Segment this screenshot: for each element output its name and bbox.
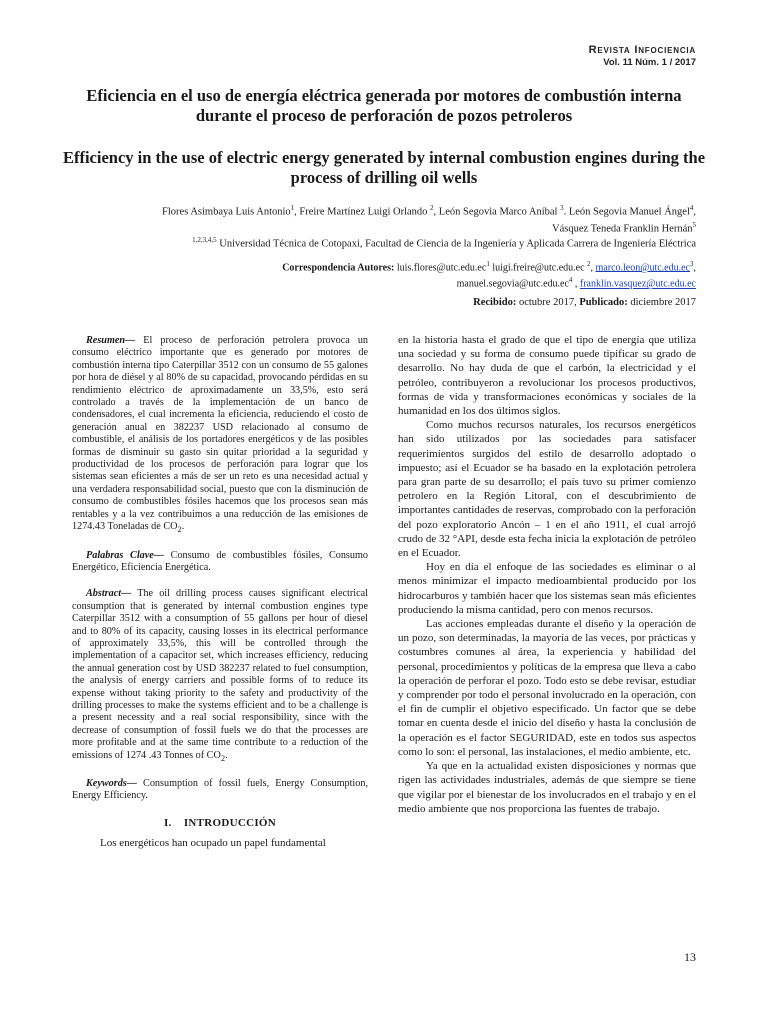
keywords-es-label: Palabras Clave— <box>86 549 164 561</box>
section-number: I. <box>163 816 172 829</box>
author-2: , Freire Martínez Luigi Orlando <box>294 206 431 218</box>
author-1: Flores Asimbaya Luis Antonio <box>162 206 291 218</box>
title-english: Efficiency in the use of electric energy generated by internal combustion engines during the process of drilling oil wells <box>62 148 706 187</box>
abstract-en-sub: 2 <box>220 752 226 763</box>
affiliation <box>72 234 696 251</box>
received-label: Recibido: <box>473 297 517 308</box>
abstract-en-label: Abstract— <box>86 588 132 600</box>
correspondence: Correspondencia Autores: $luis.flores@utc.edu.ec^1$ luigi.freire@utc.edu.ec $^2$, $marco.leon@utc.edu.ec^3$, $manuel.segovia@utc.edu.ec^4$ , franklin.vasquez@utc.edu.ec <box>282 260 696 290</box>
authors <box>72 202 696 235</box>
intro-paragraph-1: en la historia hasta el grado de que el tipo de energía que utiliza una sociedad y su forma de consumo puede tipificar su grado de desarrollo. No hay duda de que el carbón, la electricidad y el petróleo, contribuyeron a revolucionar los procesos productivos, formas de vida y transformaciones económicas y sociales de la humanidad en los dos últimos siglos. <box>398 334 696 418</box>
page-number: 13 <box>684 950 696 964</box>
title-spanish: Eficiencia en el uso de energía eléctrica generada por motores de combustión interna durante el proceso de perforación de pozos petroleros <box>86 86 682 125</box>
abstract-es <box>72 335 368 536</box>
email-3-sup: 3 <box>690 260 694 268</box>
received-date: octubre 2017 <box>518 297 575 308</box>
keywords-es <box>72 550 368 575</box>
intro-paragraph-2: Como muchos recursos naturales, los recursos energéticos han sido utilizados por las sociedades para satisfacer requerimientos surgidos del estilo de desarrollo adoptado o impuesto; así el Ecuador se ha basado en la explotación petrolera para gran parte de su desarrollo; el país tuvo su primer comienzo petrolero en la Región Litoral, con el descubrimiento de importantes cantidades de reservas, comprobado con la perforación del pozo exploratorio Ancón – 1 en el año 1911, el cual arrojó crudo de 32 °API, desde esta fecha inicia la explotación de petróleo en el Ecuador. <box>398 419 696 560</box>
intro-paragraph-4: Las acciones empleadas durante el diseño y la operación de un pozo, son determinadas, la mayoría de las veces, por prácticas y costumbres comunes al área, la experiencia y habilidad del personal, procedimientos y políticas de la empresa que lleva a cabo la operación de perforar el pozo. Todo esto se debe revisar, estudiar y comprender por todo el personal involucrado en la operación, con el fin de cumplir el objetivo especificado. Un factor que se debe tomar en cuenta desde el inicio del diseño y hasta la conclusión de la operación es el factor SEGURIDAD, este en todos sus aspectos como lo son: el personal, las instalaciones, el medio ambiente, etc. <box>398 618 696 758</box>
author-3: , León Segovia Marco Aníbal <box>433 206 561 218</box>
keywords-en-label: Keywords— <box>86 778 137 790</box>
abstract-es-text: El proceso de perforación petrolera provoca un consumo eléctrico importante que es generado por motores de combustión interna tipo Caterpillar 3512 con un consumo de 55 galones por hora de diésel y al 80% de su capacidad, provocando pérdidas en su rendimiento eléctrico de aproximadamente un 33,5%, esto será controlado a través de la implementación de un banco de condensadores, el cual incrementa la eficiencia, reduciendo el costo de generación anual en 382237 USD relacionado al consumo de combustible, el análisis de los portadores energéticos y de las posibles formas de disminuir su gasto sin quitar prioridad a la seguridad y productividad de los procesos de perforación para lograr que los sistemas sean eficientes a más de ser un reto es una necesidad actual y una verdadera responsabilidad social, puesto que con la disminución de consumo de combustibles fósiles hacemos que los procesos sean más rentables y a la vez contribuimos a una reducción de las emisiones de 1274.43 Toneladas de CO <box>72 335 369 533</box>
author-5: Vásquez Teneda Franklin Hernán <box>552 223 693 234</box>
abstract-en-end: . <box>225 749 228 761</box>
intro-paragraph-5: Ya que en la actualidad existen disposiciones y normas que rigen las actividades industriales, además de que siempre se tiene que vigilar por el bienestar de los involucrados en el trabajo y en el medio ambiente que nos proporciona las fuentes de trabajo. <box>398 760 696 815</box>
journal-volume: Vol. 11 Núm. 1 / 2017 <box>603 57 696 68</box>
intro-first-line: Los energéticos han ocupado un papel fundamental <box>100 837 326 850</box>
intro-paragraph-3: Hoy en día el enfoque de las sociedades es eliminar o al menos minimizar el impacto medioambiental producido por los hidrocarburos y también hacer que los sistemas sean más eficientes produciendo la misma cantidad, pero con menos recursos. <box>398 561 696 616</box>
author-4: . León Segovia Manuel Ángel <box>563 206 690 218</box>
right-column <box>398 333 696 816</box>
affiliation-sup: 1,2,3,4,5 <box>192 236 217 244</box>
abstract-en-text: The oil drilling process causes significant electrical consumption that is generated by internal combustion engines type Caterpillar 3512 with a consumption of 55 gallons per hour of diesel and to 80% of its capacity, causing losses in its electrical performance of approximately 33,5%, this will be controlled through the implementation of a capacitor set, which increases efficiency, reducing the annual generation cost by USD 382237 related to fuel consumption, the analysis of energy carriers and possible forms of to reduce its expense without taking priority to the safety and productivity of the drilling processes to make the systems efficient and to be a challenge is a present necessity and a real social responsibility, since with the decrease of consumption of fossil fuels we do that the processes are more profitable and at the same time contribute to a reduction of the emissions of 1274 .43 Tonnes of CO <box>72 588 368 761</box>
section-title: INTRODUCCIÓN <box>183 816 277 829</box>
published-label: Publicado: <box>579 297 628 308</box>
email-1-sup: 1 <box>486 260 490 268</box>
abstract-es-sub: 2 <box>177 524 182 535</box>
dates: Recibido: octubre 2017, Publicado: diciembre 2017 <box>473 297 696 308</box>
abstract-es-end: . <box>181 521 185 533</box>
keywords-es-text: Consumo de combustibles fósiles, Consumo Energético, Eficiencia Energética. <box>72 549 369 573</box>
affiliation-text: Universidad Técnica de Cotopaxi, Facultad de Ciencia de la Ingeniería y Aplicada Carrera de Ingeniería Eléctrica <box>219 238 696 250</box>
author-3-sup: 3 <box>560 204 564 212</box>
email-1[interactable]: luis.flores@utc.edu.ec <box>396 262 487 274</box>
author-sep: , <box>693 206 696 218</box>
keywords-en-text: Consumption of fossil fuels, Energy Consumption, Energy Efficiency. <box>72 778 368 802</box>
abstract-es-label: Resumen— <box>86 335 136 346</box>
author-1-sup: 1 <box>290 204 295 212</box>
email-5-link[interactable]: franklin.vasquez@utc.edu.ec <box>579 278 696 290</box>
published-date: diciembre 2017 <box>630 297 696 308</box>
journal-name: Revista Infociencia <box>588 44 696 56</box>
author-5-sup: 5 <box>692 220 696 229</box>
email-2[interactable]: luigi.freire@utc.edu.ec <box>492 262 588 274</box>
email-3-link[interactable]: marco.leon@utc.edu.ec <box>595 262 690 274</box>
section-heading-intro <box>72 817 368 829</box>
author-4-sup: 4 <box>689 204 694 212</box>
email-2-sup: 2 <box>587 260 591 268</box>
email-4-sup: 4 <box>568 276 573 285</box>
abstract-en <box>72 588 368 764</box>
correspondence-label: Correspondencia Autores: <box>282 262 395 274</box>
author-2-sup: 2 <box>430 204 434 212</box>
email-4[interactable]: manuel.segovia@utc.edu.ec <box>456 278 569 290</box>
journal-header <box>589 44 696 68</box>
keywords-en <box>72 778 368 803</box>
left-column <box>72 335 368 850</box>
